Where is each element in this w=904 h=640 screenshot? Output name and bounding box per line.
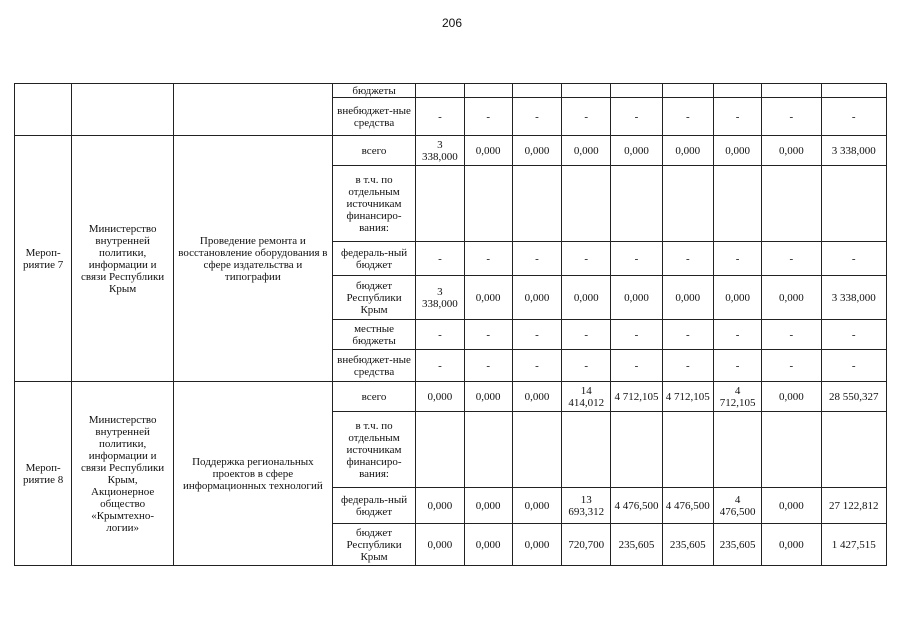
funding-source-cell: в т.ч. по отдельным источникам финансиро-вания: bbox=[332, 166, 415, 242]
value-cell: 0,000 bbox=[464, 276, 512, 320]
funding-source-cell: всего bbox=[332, 382, 415, 412]
value-cell: - bbox=[562, 320, 611, 350]
value-cell: 0,000 bbox=[662, 136, 713, 166]
value-cell: - bbox=[512, 98, 561, 136]
value-cell bbox=[762, 166, 821, 242]
value-cell: 0,000 bbox=[762, 488, 821, 524]
value-cell bbox=[713, 166, 761, 242]
value-cell: 0,000 bbox=[416, 488, 464, 524]
value-cell: 28 550,327 bbox=[821, 382, 886, 412]
value-cell: 0,000 bbox=[464, 136, 512, 166]
value-cell: - bbox=[512, 320, 561, 350]
value-cell bbox=[821, 412, 886, 488]
value-cell: 0,000 bbox=[512, 524, 561, 566]
value-cell bbox=[512, 412, 561, 488]
table-row bbox=[15, 136, 887, 166]
value-cell: 4 712,105 bbox=[611, 382, 662, 412]
value-cell: - bbox=[611, 242, 662, 276]
value-cell: 0,000 bbox=[416, 382, 464, 412]
value-cell bbox=[713, 412, 761, 488]
value-cell: - bbox=[713, 350, 761, 382]
value-cell: 0,000 bbox=[562, 276, 611, 320]
value-cell: 4 712,105 bbox=[662, 382, 713, 412]
executor-cell: Министерство внутренней политики, информации и связи Республики Крым bbox=[72, 136, 174, 382]
value-cell: 4 712,105 bbox=[713, 382, 761, 412]
measure-cell: Мероп-риятие 7 bbox=[15, 136, 72, 382]
value-cell: 3 338,000 bbox=[416, 276, 464, 320]
value-cell bbox=[416, 84, 464, 98]
value-cell bbox=[762, 84, 821, 98]
value-cell: - bbox=[416, 350, 464, 382]
value-cell: - bbox=[464, 98, 512, 136]
value-cell bbox=[416, 166, 464, 242]
table-row bbox=[15, 84, 887, 98]
value-cell: - bbox=[662, 242, 713, 276]
value-cell: - bbox=[662, 98, 713, 136]
value-cell: 14 414,012 bbox=[562, 382, 611, 412]
value-cell: - bbox=[762, 242, 821, 276]
value-cell: - bbox=[416, 242, 464, 276]
value-cell: - bbox=[821, 320, 886, 350]
value-cell: 0,000 bbox=[762, 276, 821, 320]
activity-cell: Поддержка региональных проектов в сфере информационных технологий bbox=[173, 382, 332, 566]
value-cell: 3 338,000 bbox=[416, 136, 464, 166]
funding-source-cell: федераль-ный бюджет bbox=[332, 488, 415, 524]
value-cell: - bbox=[713, 242, 761, 276]
value-cell: 0,000 bbox=[512, 276, 561, 320]
funding-source-cell: бюджет Республики Крым bbox=[332, 276, 415, 320]
value-cell: - bbox=[611, 320, 662, 350]
value-cell: 0,000 bbox=[512, 382, 561, 412]
value-cell: - bbox=[762, 320, 821, 350]
value-cell: - bbox=[464, 350, 512, 382]
page-number: 206 bbox=[441, 16, 463, 30]
measure-cell bbox=[15, 84, 72, 136]
funding-source-cell: бюджет Республики Крым bbox=[332, 524, 415, 566]
value-cell: 4 476,500 bbox=[713, 488, 761, 524]
funding-source-cell: внебюджет-ные средства bbox=[332, 350, 415, 382]
funding-source-cell: внебюджет-ные средства bbox=[332, 98, 415, 136]
value-cell bbox=[512, 84, 561, 98]
value-cell bbox=[464, 166, 512, 242]
value-cell: - bbox=[821, 98, 886, 136]
value-cell bbox=[821, 84, 886, 98]
value-cell bbox=[762, 412, 821, 488]
executor-cell: Министерство внутренней политики, информации и связи Республики Крым, Акционерное общество «Крымтехно-логии» bbox=[72, 382, 174, 566]
value-cell: 0,000 bbox=[713, 136, 761, 166]
value-cell: - bbox=[416, 320, 464, 350]
value-cell: 0,000 bbox=[464, 488, 512, 524]
value-cell bbox=[416, 412, 464, 488]
value-cell bbox=[464, 84, 512, 98]
value-cell: 3 338,000 bbox=[821, 136, 886, 166]
funding-source-cell: федераль-ный бюджет bbox=[332, 242, 415, 276]
value-cell: - bbox=[416, 98, 464, 136]
value-cell: 0,000 bbox=[762, 382, 821, 412]
value-cell: - bbox=[562, 98, 611, 136]
funding-source-cell: всего bbox=[332, 136, 415, 166]
value-cell: 0,000 bbox=[762, 524, 821, 566]
funding-source-cell: бюджеты bbox=[332, 84, 415, 98]
value-cell bbox=[662, 166, 713, 242]
value-cell: 235,605 bbox=[662, 524, 713, 566]
value-cell: - bbox=[662, 350, 713, 382]
value-cell: 0,000 bbox=[512, 136, 561, 166]
value-cell: 0,000 bbox=[713, 276, 761, 320]
value-cell bbox=[562, 166, 611, 242]
value-cell bbox=[611, 412, 662, 488]
value-cell: 4 476,500 bbox=[662, 488, 713, 524]
value-cell: - bbox=[662, 320, 713, 350]
value-cell: 0,000 bbox=[464, 382, 512, 412]
value-cell: - bbox=[611, 98, 662, 136]
value-cell: 0,000 bbox=[416, 524, 464, 566]
value-cell bbox=[662, 412, 713, 488]
value-cell bbox=[562, 84, 611, 98]
value-cell bbox=[464, 412, 512, 488]
value-cell: 27 122,812 bbox=[821, 488, 886, 524]
funding-source-cell: в т.ч. по отдельным источникам финансиро-вания: bbox=[332, 412, 415, 488]
value-cell: - bbox=[713, 320, 761, 350]
value-cell: 235,605 bbox=[611, 524, 662, 566]
value-cell: - bbox=[512, 350, 561, 382]
value-cell bbox=[713, 84, 761, 98]
value-cell bbox=[662, 84, 713, 98]
table-row bbox=[15, 382, 887, 412]
value-cell: - bbox=[512, 242, 561, 276]
value-cell: - bbox=[821, 242, 886, 276]
value-cell: - bbox=[464, 320, 512, 350]
value-cell: 0,000 bbox=[562, 136, 611, 166]
value-cell: 13 693,312 bbox=[562, 488, 611, 524]
value-cell bbox=[512, 166, 561, 242]
value-cell: 0,000 bbox=[512, 488, 561, 524]
value-cell bbox=[562, 412, 611, 488]
activity-cell: Проведение ремонта и восстановление оборудования в сфере издательства и типографии bbox=[173, 136, 332, 382]
value-cell: 3 338,000 bbox=[821, 276, 886, 320]
value-cell: 1 427,515 bbox=[821, 524, 886, 566]
value-cell: 235,605 bbox=[713, 524, 761, 566]
value-cell: 720,700 bbox=[562, 524, 611, 566]
funding-source-cell: местные бюджеты bbox=[332, 320, 415, 350]
value-cell: 0,000 bbox=[762, 136, 821, 166]
value-cell bbox=[821, 166, 886, 242]
measure-cell: Мероп-риятие 8 bbox=[15, 382, 72, 566]
value-cell: - bbox=[713, 98, 761, 136]
value-cell: 0,000 bbox=[611, 276, 662, 320]
value-cell: - bbox=[611, 350, 662, 382]
value-cell: 0,000 bbox=[464, 524, 512, 566]
budget-table bbox=[14, 83, 887, 566]
value-cell bbox=[611, 166, 662, 242]
value-cell: 4 476,500 bbox=[611, 488, 662, 524]
value-cell: - bbox=[562, 350, 611, 382]
value-cell: 0,000 bbox=[662, 276, 713, 320]
value-cell: - bbox=[562, 242, 611, 276]
value-cell bbox=[611, 84, 662, 98]
activity-cell bbox=[173, 84, 332, 136]
executor-cell bbox=[72, 84, 174, 136]
value-cell: - bbox=[762, 98, 821, 136]
value-cell: - bbox=[821, 350, 886, 382]
value-cell: 0,000 bbox=[611, 136, 662, 166]
value-cell: - bbox=[464, 242, 512, 276]
value-cell: - bbox=[762, 350, 821, 382]
